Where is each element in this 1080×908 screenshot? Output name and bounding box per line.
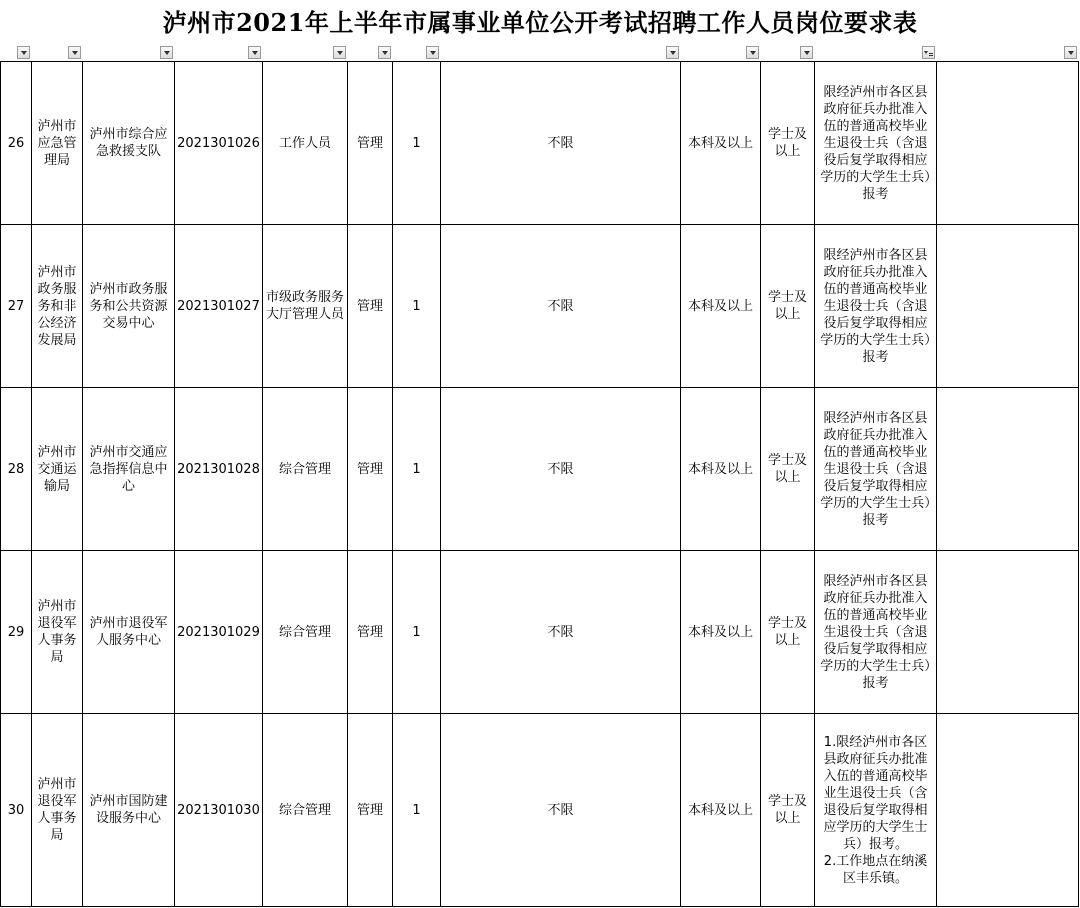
cell-notes[interactable] [815,551,937,714]
cell-position[interactable]: 工作人员 [263,62,348,225]
note-line: 限经泸州市各区县政府征兵办批准入伍的普通高校毕业生退役士兵（含退役后复学取得相应学历的大学生士兵）报考 [820,247,931,365]
filter-active-icon-col-notes[interactable] [922,46,935,59]
cell-unit[interactable]: 泸州市交通应急指挥信息中心 [83,388,175,551]
cell-count[interactable]: 1 [393,551,441,714]
cell-education[interactable]: 本科及以上 [681,551,761,714]
table-body [1,62,1079,907]
filter-dropdown-col-degree[interactable] [800,46,813,59]
note-line: 2.工作地点在纳溪区丰乐镇。 [823,853,928,886]
cell-degree[interactable]: 学士及以上 [761,62,815,225]
table-row [1,551,1079,714]
cell-code[interactable]: 2021301026 [175,62,263,225]
cell-unit[interactable]: 泸州市政务服务和公共资源交易中心 [83,225,175,388]
cell-major[interactable]: 不限 [441,551,681,714]
table-row [1,714,1079,907]
cell-major[interactable]: 不限 [441,62,681,225]
filter-dropdown-col-position[interactable] [333,46,346,59]
filter-dropdown-col-unit[interactable] [160,46,173,59]
cell-notes[interactable] [815,388,937,551]
cell-code[interactable]: 2021301030 [175,714,263,907]
cell-education[interactable]: 本科及以上 [681,388,761,551]
cell-position[interactable]: 综合管理 [263,714,348,907]
cell-unit[interactable]: 泸州市退役军人服务中心 [83,551,175,714]
cell-major[interactable]: 不限 [441,714,681,907]
cell-education[interactable]: 本科及以上 [681,62,761,225]
cell-no[interactable]: 29 [1,551,32,714]
positions-table [0,61,1079,907]
cell-type[interactable]: 管理 [348,388,393,551]
filter-dropdown-col-education[interactable] [746,46,759,59]
cell-extra[interactable] [937,225,1079,388]
cell-dept[interactable]: 泸州市应急管理局 [32,62,83,225]
filter-dropdown-col-extra[interactable] [1064,46,1077,59]
table-row [1,62,1079,225]
cell-degree[interactable]: 学士及以上 [761,388,815,551]
cell-education[interactable]: 本科及以上 [681,225,761,388]
cell-unit[interactable]: 泸州市国防建设服务中心 [83,714,175,907]
cell-count[interactable]: 1 [393,225,441,388]
note-line: 限经泸州市各区县政府征兵办批准入伍的普通高校毕业生退役士兵（含退役后复学取得相应学历的大学生士兵）报考 [820,84,931,202]
cell-type[interactable]: 管理 [348,225,393,388]
filter-dropdown-col-count[interactable] [426,46,439,59]
cell-dept[interactable]: 泸州市交通运输局 [32,388,83,551]
cell-code[interactable]: 2021301027 [175,225,263,388]
cell-no[interactable]: 28 [1,388,32,551]
cell-degree[interactable]: 学士及以上 [761,551,815,714]
cell-type[interactable]: 管理 [348,62,393,225]
cell-extra[interactable] [937,62,1079,225]
cell-position[interactable]: 综合管理 [263,551,348,714]
cell-notes[interactable] [815,225,937,388]
cell-notes[interactable] [815,714,937,907]
cell-notes[interactable] [815,62,937,225]
note-line: 限经泸州市各区县政府征兵办批准入伍的普通高校毕业生退役士兵（含退役后复学取得相应学历的大学生士兵）报考 [820,410,931,528]
cell-code[interactable]: 2021301028 [175,388,263,551]
autofilter-header-row [0,46,1080,61]
table-row [1,388,1079,551]
cell-degree[interactable]: 学士及以上 [761,714,815,907]
cell-major[interactable]: 不限 [441,388,681,551]
note-line: 1.限经泸州市各区县政府征兵办批准入伍的普通高校毕业生退役士兵（含退役后复学取得相应学历的大学生士兵）报考。 [823,734,928,852]
cell-no[interactable]: 27 [1,225,32,388]
cell-no[interactable]: 30 [1,714,32,907]
table-row [1,225,1079,388]
cell-position[interactable]: 综合管理 [263,388,348,551]
cell-dept[interactable]: 泸州市退役军人事务局 [32,551,83,714]
cell-count[interactable]: 1 [393,714,441,907]
cell-education[interactable]: 本科及以上 [681,714,761,907]
cell-type[interactable]: 管理 [348,551,393,714]
cell-unit[interactable]: 泸州市综合应急救援支队 [83,62,175,225]
sheet-title: 泸州市2021年上半年市属事业单位公开考试招聘工作人员岗位要求表 [162,8,918,37]
cell-count[interactable]: 1 [393,388,441,551]
cell-extra[interactable] [937,551,1079,714]
cell-extra[interactable] [937,388,1079,551]
cell-no[interactable]: 26 [1,62,32,225]
cell-position[interactable]: 市级政务服务大厅管理人员 [263,225,348,388]
filter-dropdown-col-no[interactable] [17,46,30,59]
cell-code[interactable]: 2021301029 [175,551,263,714]
cell-extra[interactable] [937,714,1079,907]
cell-degree[interactable]: 学士及以上 [761,225,815,388]
cell-count[interactable]: 1 [393,62,441,225]
cell-dept[interactable]: 泸州市退役军人事务局 [32,714,83,907]
cell-dept[interactable]: 泸州市政务服务和非公经济发展局 [32,225,83,388]
filter-dropdown-col-major[interactable] [666,46,679,59]
cell-major[interactable]: 不限 [441,225,681,388]
note-line: 限经泸州市各区县政府征兵办批准入伍的普通高校毕业生退役士兵（含退役后复学取得相应学历的大学生士兵）报考 [820,573,931,691]
filter-dropdown-col-dept[interactable] [68,46,81,59]
filter-dropdown-col-code[interactable] [248,46,261,59]
filter-dropdown-col-type[interactable] [378,46,391,59]
cell-type[interactable]: 管理 [348,714,393,907]
